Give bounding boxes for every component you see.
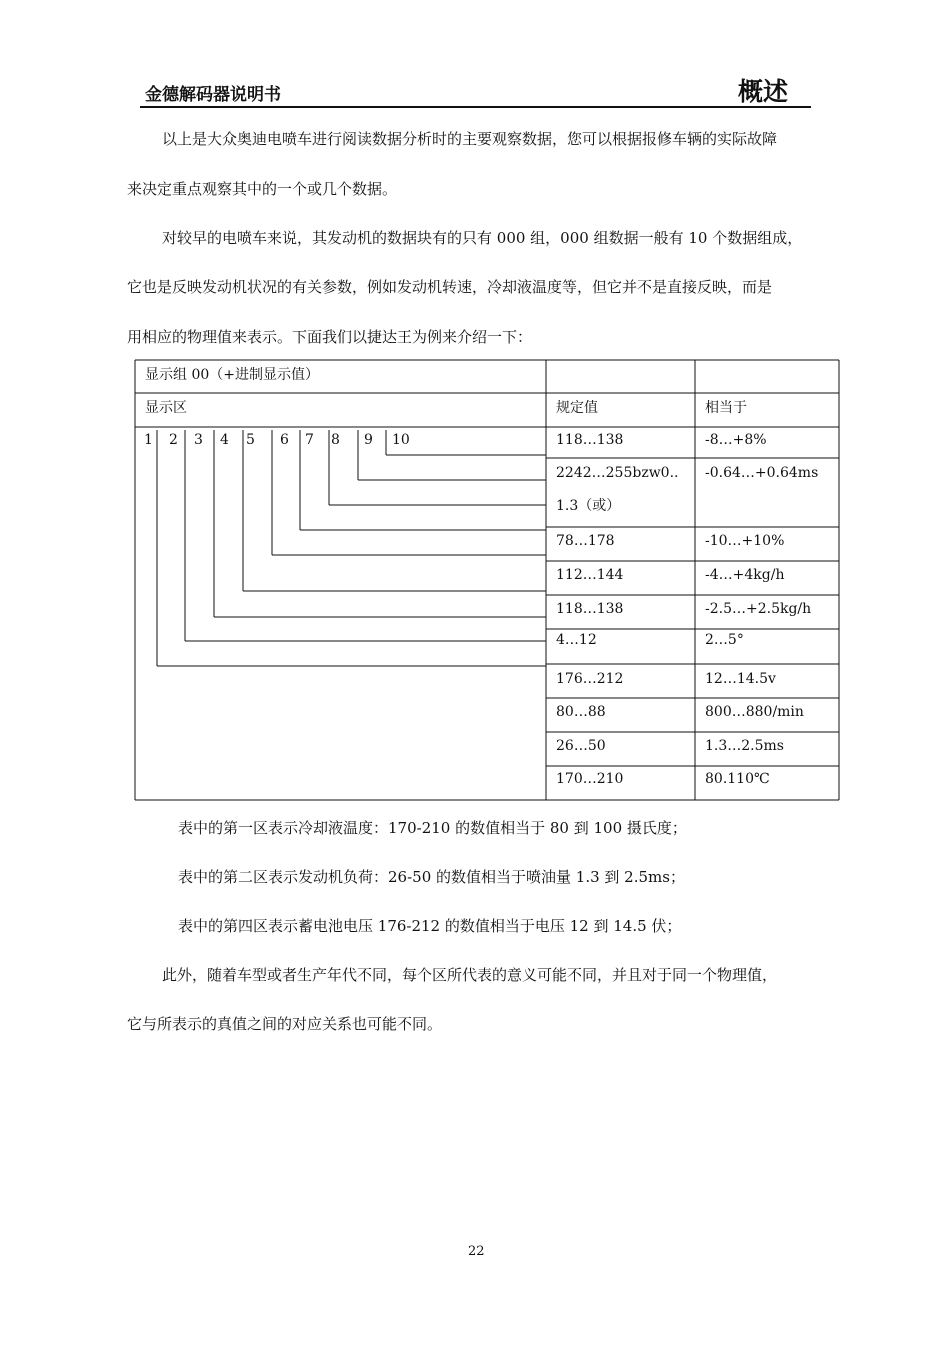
spec-value: 176…212 [556,671,624,687]
equiv-header: 相当于 [705,400,747,416]
zone-label-10: 10 [392,432,410,448]
equiv-value: 80.110℃ [705,771,770,787]
equiv-value: -10…+10% [705,533,785,549]
zone-label-1: 1 [144,432,153,448]
section-title: 概述 [738,77,789,106]
zone-label-9: 9 [364,432,373,448]
spec-value: 170…210 [556,771,624,787]
zone-label-4: 4 [220,432,229,448]
equiv-value: 12…14.5v [705,671,776,687]
equiv-value: 1.3…2.5ms [705,738,784,754]
zone-label-5: 5 [246,432,255,448]
zone-label-3: 3 [194,432,203,448]
equiv-value: -8…+8% [705,432,767,448]
spec-value: 78…178 [556,533,615,549]
spec-value: 80…88 [556,704,606,720]
note-zone-2: 表中的第二区表示发动机负荷：26-50 的数值相当于喷油量 1.3 到 2.5ms； [178,868,685,886]
spec-header: 规定值 [556,400,598,416]
doc-title: 金德解码器说明书 [145,85,281,105]
note-zone-4: 表中的第四区表示蓄电池电压 176-212 的数值相当于电压 12 到 14.5 伏； [178,917,682,935]
closing-line1: 此外，随着车型或者生产年代不同，每个区所代表的意义可能不同，并且对于同一个物理值， [162,966,778,984]
spec-value: 2242…255bzw0.. [556,465,679,481]
spec-value: 118…138 [556,601,624,617]
intro-p2-line3: 用相应的物理值来表示。下面我们以捷达王为例来介绍一下： [127,328,533,346]
note-zone-1: 表中的第一区表示冷却液温度：170-210 的数值相当于 80 到 100 摄氏度； [178,819,687,837]
equiv-value: 800…880/min [705,704,804,720]
zone-label-8: 8 [331,432,340,448]
zone-label-7: 7 [305,432,314,448]
intro-p1-line2: 来决定重点观察其中的一个或几个数据。 [127,180,398,198]
table-title: 显示组 00（+进制显示值） [145,367,319,383]
intro-p1-line1: 以上是大众奥迪电喷车进行阅读数据分析时的主要观察数据，您可以根据报修车辆的实际故障 [162,130,778,148]
equiv-value: 2…5° [705,632,744,648]
intro-p2-line1: 对较早的电喷车来说，其发动机的数据块有的只有 000 组，000 组数据一般有 10 个数据组成， [162,229,803,247]
closing-line2: 它与所表示的真值之间的对应关系也可能不同。 [127,1015,443,1033]
equiv-value: -4…+4kg/h [705,567,785,583]
spec-value: 26…50 [556,738,606,754]
spec-value: 112…144 [556,567,624,583]
spec-value: 118…138 [556,432,624,448]
zone-label-6: 6 [280,432,289,448]
equiv-value: -0.64…+0.64ms [705,465,819,481]
equiv-value: -2.5…+2.5kg/h [705,601,812,617]
intro-p2-line2: 它也是反映发动机状况的有关参数，例如发动机转速，冷却液温度等，但它并不是直接反映，而是 [127,278,773,296]
spec-value: 4…12 [556,632,597,648]
page-number: 22 [468,1244,485,1259]
spec-value-secondary: 1.3（或） [556,498,621,514]
zone-label-2: 2 [169,432,178,448]
zone-header: 显示区 [145,400,187,416]
